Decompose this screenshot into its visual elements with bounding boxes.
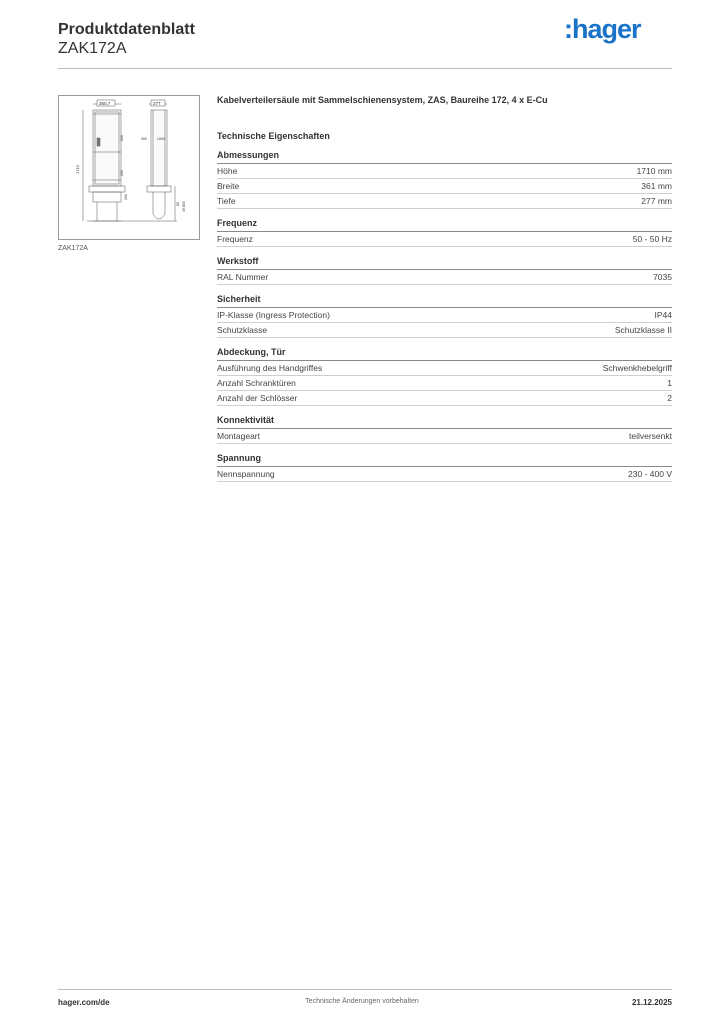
row-label: Breite [217, 181, 240, 191]
table-row [217, 308, 672, 323]
table-row [217, 323, 672, 338]
dim-label-49800: 49,800 [182, 201, 186, 212]
row-value: 361 mm [641, 181, 672, 191]
page-title: Produktdatenblatt [58, 21, 195, 38]
section-title: Abmessungen [217, 150, 672, 164]
product-drawing [58, 95, 200, 240]
product-description: Kabelverteilersäule mit Sammelschienensystem, ZAS, Baureihe 172, 4 x E-Cu [217, 95, 548, 105]
dim-label-depth: 277 [153, 101, 161, 106]
section-werkstoff [217, 256, 672, 285]
row-label: Ausführung des Handgriffes [217, 363, 323, 373]
dim-label-600: 600 [120, 135, 124, 141]
row-value: 7035 [653, 272, 672, 282]
row-label: Tiefe [217, 196, 236, 206]
table-row [217, 164, 672, 179]
product-code: ZAK172A [58, 40, 127, 57]
table-row [217, 270, 672, 285]
row-label: Anzahl Schranktüren [217, 378, 296, 388]
section-title: Werkstoff [217, 256, 672, 270]
section-abmessungen [217, 150, 672, 209]
footer-date: 21.12.2025 [631, 998, 672, 1007]
row-label: Anzahl der Schlösser [217, 393, 298, 403]
row-label: RAL Nummer [217, 272, 269, 282]
hager-logo: :hager [564, 14, 641, 44]
section-sicherheit [217, 294, 672, 338]
section-title: Frequenz [217, 218, 672, 232]
row-value: IP44 [654, 310, 672, 320]
table-row [217, 391, 672, 406]
section-abdeckung-tuer [217, 347, 672, 406]
dim-label-200a: 200 [120, 170, 124, 176]
footer-divider [58, 989, 672, 990]
section-frequenz [217, 218, 672, 247]
header-divider [58, 68, 672, 69]
dim-label-200b: 200 [124, 194, 128, 200]
table-row [217, 232, 672, 247]
row-label: IP-Klasse (Ingress Protection) [217, 310, 330, 320]
row-label: Schutzklasse [217, 325, 268, 335]
section-title: Sicherheit [217, 294, 672, 308]
table-row [217, 429, 672, 444]
row-value: 277 mm [641, 196, 672, 206]
table-row [217, 179, 672, 194]
row-value: 1 [667, 378, 672, 388]
row-label: Montageart [217, 431, 260, 441]
dim-label-300: 300 [141, 137, 147, 141]
dim-label-height: 1710 [75, 165, 80, 174]
row-label: Nennspannung [217, 469, 275, 479]
row-value: 50 - 50 Hz [632, 234, 672, 244]
table-row [217, 361, 672, 376]
table-row [217, 194, 672, 209]
table-row [217, 376, 672, 391]
footer-note: Technische Änderungen vorbehalten [305, 998, 419, 1005]
image-caption: ZAK172A [58, 245, 88, 252]
row-value: teilversenkt [629, 431, 672, 441]
technical-drawing-icon [59, 96, 199, 239]
section-title: Konnektivität [217, 415, 672, 429]
section-title: Abdeckung, Tür [217, 347, 672, 361]
dim-label-80: 80 [176, 202, 180, 206]
section-konnektivitaet [217, 415, 672, 444]
row-value: Schwenkhebelgriff [602, 363, 672, 373]
row-value: 2 [667, 393, 672, 403]
technical-properties-heading: Technische Eigenschaften [217, 131, 330, 141]
main-content [217, 95, 672, 482]
footer-website-link[interactable]: hager.com/de [58, 998, 110, 1007]
section-spannung [217, 453, 672, 482]
table-row [217, 467, 672, 482]
dim-label-width: 360,7 [99, 101, 111, 106]
section-title: Spannung [217, 453, 672, 467]
row-label: Frequenz [217, 234, 253, 244]
row-label: Höhe [217, 166, 238, 176]
dim-label-1000: 1000 [157, 137, 165, 141]
row-value: 230 - 400 V [628, 469, 672, 479]
row-value: Schutzklasse II [614, 325, 672, 335]
row-value: 1710 mm [636, 166, 672, 176]
